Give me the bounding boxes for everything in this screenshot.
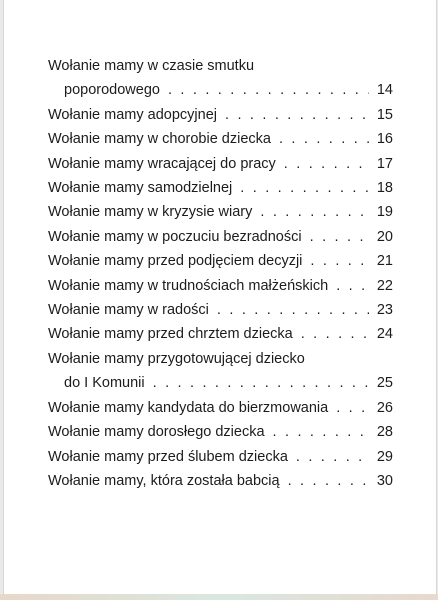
dot-leader — [301, 322, 369, 346]
toc-entry-page-number: 19 — [376, 204, 393, 221]
page-bottom-edge — [0, 594, 438, 600]
toc-entry-title: Wołanie mamy wracającej do pracy — [48, 155, 276, 172]
book-page — [3, 0, 437, 594]
dot-leader — [288, 469, 369, 493]
toc-entry-continuation-line — [48, 78, 393, 102]
toc-entry-page-number: 23 — [376, 302, 393, 319]
dot-leader — [225, 103, 369, 127]
dot-leader — [284, 152, 369, 176]
toc-entry-title: Wołanie mamy samodzielnej — [48, 180, 233, 197]
toc-entry-page-number: 22 — [376, 277, 393, 294]
dot-leader — [279, 127, 369, 151]
toc-entry-page-number: 26 — [376, 399, 393, 416]
toc-entry-page-number: 29 — [376, 448, 393, 465]
dot-leader — [296, 445, 369, 469]
toc-entry — [48, 298, 393, 322]
dot-leader — [168, 78, 369, 102]
dot-leader — [217, 298, 369, 322]
toc-entry-title: Wołanie mamy w radości — [48, 302, 209, 319]
toc-entry-page-number: 15 — [376, 106, 393, 123]
toc-entry — [48, 420, 393, 444]
toc-entry-page-number: 30 — [376, 472, 393, 489]
toc-entry — [48, 274, 393, 298]
toc-entry-continuation-line — [48, 371, 393, 395]
toc-entry-first-line — [48, 54, 393, 78]
toc-entry — [48, 127, 393, 151]
toc-entry-title: Wołanie mamy przygotowującej dziecko — [48, 350, 305, 367]
toc-entry — [48, 322, 393, 346]
dot-leader — [336, 274, 369, 298]
toc-entry-title: Wołanie mamy w poczuciu bezradności — [48, 228, 302, 245]
toc-entry-title: Wołanie mamy kandydata do bierzmowania — [48, 399, 329, 416]
dot-leader — [273, 420, 369, 444]
toc-entry-page-number: 18 — [376, 180, 393, 197]
toc-entry-page-number: 17 — [376, 155, 393, 172]
toc-entry — [48, 445, 393, 469]
toc-entry-title-continuation: do I Komunii — [64, 375, 145, 392]
toc-entry-title: Wołanie mamy w kryzysie wiary — [48, 204, 253, 221]
toc-entry — [48, 225, 393, 249]
dot-leader — [240, 176, 369, 200]
toc-entry-title: Wołanie mamy, która została babcią — [48, 472, 280, 489]
toc-entry-page-number: 20 — [376, 228, 393, 245]
toc-entry-title: Wołanie mamy w trudnościach małżeńskich — [48, 277, 329, 294]
toc-entry — [48, 152, 393, 176]
toc-entry — [48, 249, 393, 273]
toc-entry-page-number: 21 — [376, 253, 393, 270]
toc-entry-title: Wołanie mamy przed ślubem dziecka — [48, 448, 288, 465]
dot-leader — [310, 249, 369, 273]
toc-entry-title: Wołanie mamy dorosłego dziecka — [48, 424, 265, 441]
dot-leader — [336, 396, 369, 420]
toc-entry — [48, 469, 393, 493]
dot-leader — [310, 225, 369, 249]
dot-leader — [153, 371, 369, 395]
toc-entry-title: Wołanie mamy przed chrztem dziecka — [48, 326, 293, 343]
toc-entry-page-number: 14 — [376, 82, 393, 99]
toc-entry-title: Wołanie mamy w czasie smutku — [48, 58, 255, 74]
toc-entry-first-line — [48, 347, 393, 371]
toc-entry-title-continuation: poporodowego — [64, 82, 160, 99]
toc-entry-page-number: 25 — [376, 375, 393, 392]
toc-entry-title: Wołanie mamy w chorobie dziecka — [48, 131, 271, 148]
toc-entry — [48, 200, 393, 224]
toc-entry — [48, 176, 393, 200]
toc-entry — [48, 54, 393, 103]
toc-entry-page-number: 16 — [376, 131, 393, 148]
toc-entry-page-number: 28 — [376, 424, 393, 441]
table-of-contents — [48, 54, 393, 493]
toc-entry-title: Wołanie mamy adopcyjnej — [48, 106, 217, 123]
toc-entry-page-number: 24 — [376, 326, 393, 343]
toc-entry — [48, 396, 393, 420]
toc-entry-title: Wołanie mamy przed podjęciem decyzji — [48, 253, 303, 270]
toc-entry — [48, 347, 393, 396]
dot-leader — [260, 200, 369, 224]
toc-entry — [48, 103, 393, 127]
